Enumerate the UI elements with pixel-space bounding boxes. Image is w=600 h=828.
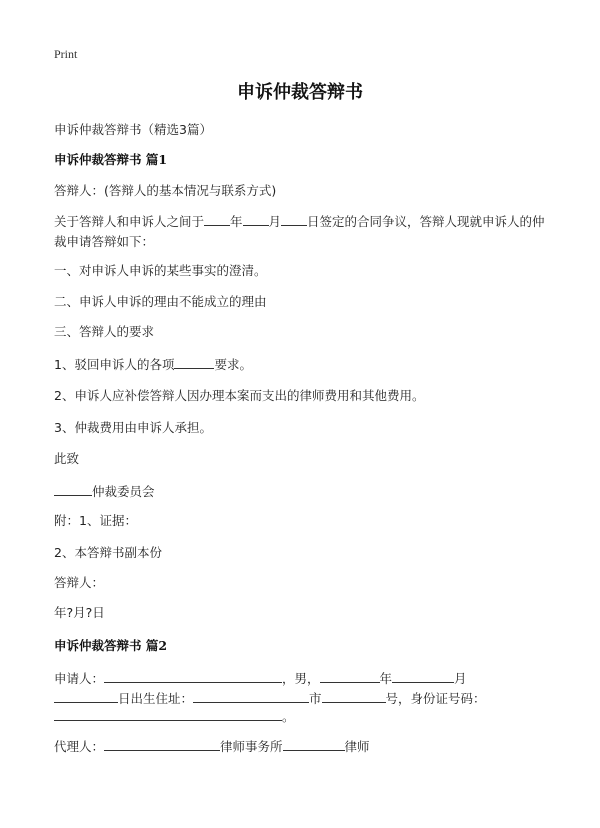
period-mark: 。 xyxy=(282,709,295,724)
month-label: 月 xyxy=(454,671,467,686)
request-two: 2、申诉人应补偿答辩人因办理本案而支出的律师费用和其他费用。 xyxy=(54,388,425,403)
blank-applicant-name xyxy=(104,668,282,683)
id-number-line xyxy=(54,706,295,727)
section2-heading: 申诉仲裁答辩书 篇2 xyxy=(54,638,168,653)
intro-text-2: 日签定的合同争议，答辩人现就申诉人的仲裁申请答辩如下： xyxy=(54,214,545,249)
gender-text: ，男， xyxy=(282,671,320,686)
blank-birth-day xyxy=(54,688,118,703)
agent-line xyxy=(54,736,370,757)
year-label: 年 xyxy=(379,671,393,686)
respondent-info-line: 答辩人：(答辩人的基本情况与联系方式) xyxy=(54,183,277,198)
blank-day xyxy=(281,211,307,226)
law-firm-text: 律师事务所 xyxy=(220,739,283,754)
point-two: 二、申诉人申诉的理由不能成立的理由 xyxy=(54,294,267,309)
request-three: 3、仲裁费用由申诉人承担。 xyxy=(54,420,212,435)
document-title: 申诉仲裁答辩书 xyxy=(237,82,363,103)
print-label: Print xyxy=(54,47,78,61)
blank-birth-year xyxy=(320,668,380,683)
intro-paragraph xyxy=(54,211,554,252)
attachment-one: 附：1、证据： xyxy=(54,513,137,528)
blank-lawyer-name xyxy=(283,736,345,751)
point-three: 三、答辩人的要求 xyxy=(54,324,155,339)
lawyer-text: 律师 xyxy=(344,739,370,754)
intro-text-1: 关于答辩人和申诉人之间于 xyxy=(54,214,205,229)
committee-line xyxy=(54,481,155,502)
attachment-two: 2、本答辩书副本份 xyxy=(54,545,162,560)
request-one-text-a: 1、驳回申诉人的各项 xyxy=(54,357,175,372)
committee-text: 仲裁委员会 xyxy=(92,484,155,499)
blank-request xyxy=(174,354,214,369)
blank-address xyxy=(193,688,309,703)
document-subtitle: 申诉仲裁答辩书（精选3篇） xyxy=(54,122,212,137)
blank-street-number xyxy=(322,688,386,703)
closing-line: 此致 xyxy=(54,451,80,466)
request-one xyxy=(54,354,252,375)
intro-month-label: 月 xyxy=(268,214,282,229)
blank-id-number xyxy=(54,706,282,721)
blank-agent-name xyxy=(104,736,220,751)
request-one-text-b: 要求。 xyxy=(214,357,252,372)
blank-year xyxy=(204,211,230,226)
agent-label: 代理人： xyxy=(54,739,105,754)
point-one: 一、对申诉人申诉的某些事实的澄清。 xyxy=(54,263,267,278)
section1-heading: 申诉仲裁答辩书 篇1 xyxy=(54,152,168,167)
intro-year-label: 年 xyxy=(230,214,243,229)
blank-birth-month xyxy=(392,668,454,683)
blank-committee xyxy=(54,481,92,496)
blank-month xyxy=(243,211,269,226)
applicant-label: 申请人： xyxy=(54,671,105,686)
city-label: 市 xyxy=(309,691,322,706)
signer-line: 答辩人： xyxy=(54,575,105,590)
date-line: 年?月?日 xyxy=(54,605,105,620)
born-address-text: 日出生住址： xyxy=(118,691,194,706)
applicant-line xyxy=(54,668,467,689)
id-number-text: 号，身份证号码： xyxy=(385,691,486,706)
